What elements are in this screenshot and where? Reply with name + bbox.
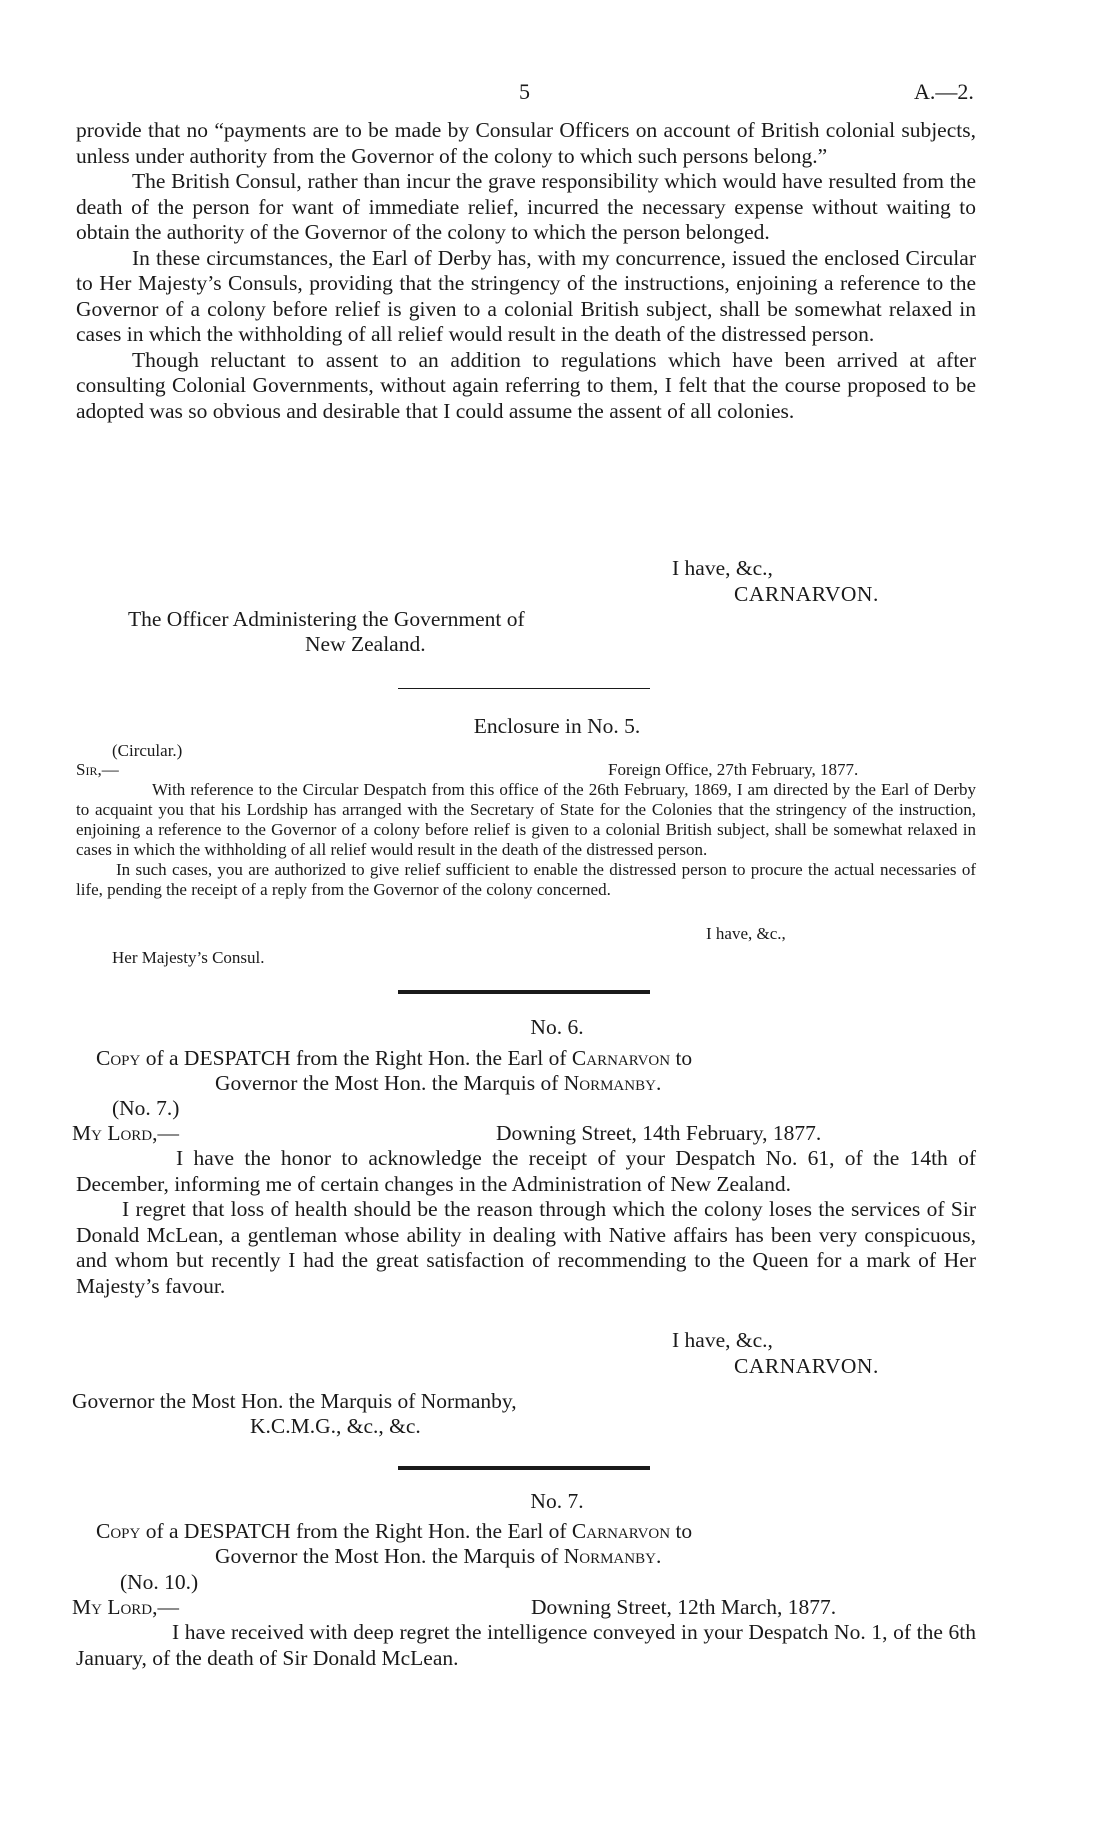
- circular-label: (Circular.): [112, 741, 183, 760]
- title-text: of a DESPATCH from the Right Hon. the Earl of: [145, 1519, 567, 1543]
- despatch-title: [96, 1519, 692, 1544]
- divider: [398, 688, 650, 689]
- closing: I have, &c.,: [672, 556, 773, 580]
- salutation: My Lord,—: [72, 1121, 180, 1145]
- divider: [398, 1466, 650, 1470]
- title-text: Governor the Most Hon. the Marquis of: [215, 1071, 559, 1095]
- divider: [398, 990, 650, 994]
- addressee: Her Majesty’s Consul.: [112, 948, 265, 967]
- closing: I have, &c.,: [706, 924, 786, 943]
- page-number: 5: [519, 79, 530, 104]
- salutation: My Lord,—: [72, 1595, 180, 1619]
- title-text: Governor the Most Hon. the Marquis of: [215, 1544, 559, 1568]
- signature: CARNARVON.: [734, 1354, 879, 1378]
- despatch-number: (No. 7.): [112, 1096, 180, 1120]
- closing: I have, &c.,: [672, 1328, 773, 1352]
- paragraph: With reference to the Circular Despatch from this office of the 26th February, 1869, I am directed by the Earl of Derby to acquaint you that his Lordship has arranged with the Secretary of State for the Colonies that the stringency of the instruction, enjoining a reference to the Governor of a colony before relief is given to a colonial British subject, shall be somewhat relaxed in cases in which the withholding of all relief would result in the death of the distressed person.: [76, 780, 976, 859]
- paragraph: I have the honor to acknowledge the receipt of your Despatch No. 61, of the 14th of December, informing me of certain changes in the Administration of New Zealand.: [76, 1146, 976, 1196]
- copy-word: Copy: [96, 1046, 141, 1070]
- despatch-number: (No. 10.): [120, 1570, 199, 1594]
- paragraph: provide that no “payments are to be made by Consular Officers on account of British colonial subjects, unless under authority from the Governor of the colony to which such persons belong.”: [76, 118, 976, 168]
- despatch-title-line2: [215, 1071, 661, 1096]
- letter-body: [76, 1620, 976, 1671]
- section-heading: No. 6.: [530, 1015, 584, 1039]
- addressee: K.C.M.G., &c., &c.: [250, 1414, 421, 1438]
- title-text: of a DESPATCH from the Right Hon. the Earl of: [145, 1046, 567, 1070]
- paragraph: In these circumstances, the Earl of Derby has, with my concurrence, issued the enclosed Circular to Her Majesty’s Consuls, providing that the stringency of the instructions, enjoining a reference to the Governor of a colony before relief is given to a colonial British subject, shall be somewhat relaxed in cases in which the withholding of all relief would result in the death of the distressed person.: [76, 245, 976, 346]
- dateline: Downing Street, 14th February, 1877.: [496, 1121, 822, 1145]
- title-to: to: [675, 1519, 693, 1543]
- paragraph: I have received with deep regret the intelligence conveyed in your Despatch No. 1, of the 6th January, of the death of Sir Donald McLean.: [76, 1620, 976, 1670]
- addressee: New Zealand.: [305, 632, 426, 656]
- letter-body: [76, 1146, 976, 1299]
- section-heading: No. 7.: [530, 1489, 584, 1513]
- title-name: Normanby.: [563, 1071, 662, 1095]
- title-name: Carnarvon: [571, 1519, 671, 1543]
- dateline: Foreign Office, 27th February, 1877.: [608, 760, 859, 779]
- salutation: Sir,—: [76, 760, 119, 779]
- dateline: Downing Street, 12th March, 1877.: [531, 1595, 837, 1619]
- title-name: Normanby.: [563, 1544, 662, 1568]
- copy-word: Copy: [96, 1519, 141, 1543]
- paragraph: In such cases, you are authorized to give relief sufficient to enable the distressed person to procure the actual necessaries of life, pending the receipt of a reply from the Governor of the colony concerned.: [76, 860, 976, 899]
- title-to: to: [675, 1046, 693, 1070]
- document-reference: A.—2.: [914, 79, 974, 104]
- despatch-title: [96, 1046, 692, 1071]
- addressee: The Officer Administering the Government of: [128, 607, 525, 631]
- despatch-title-line2: [215, 1544, 661, 1569]
- enclosure-heading: Enclosure in No. 5.: [473, 714, 641, 738]
- signature: CARNARVON.: [734, 582, 879, 606]
- addressee: Governor the Most Hon. the Marquis of Normanby,: [72, 1389, 517, 1413]
- letter-body: [76, 118, 976, 424]
- title-name: Carnarvon: [571, 1046, 671, 1070]
- enclosure-body: [76, 780, 976, 900]
- paragraph: Though reluctant to assent to an addition to regulations which have been arrived at after consulting Colonial Governments, without again referring to them, I felt that the course proposed to be adopted was so obvious and desirable that I could assume the assent of all colonies.: [76, 347, 976, 423]
- paragraph: The British Consul, rather than incur the grave responsibility which would have resulted from the death of the person for want of immediate relief, incurred the necessary expense without waiting to obtain the authority of the Governor of the colony to which the person belonged.: [76, 169, 976, 244]
- paragraph: I regret that loss of health should be the reason through which the colony loses the services of Sir Donald McLean, a gentleman whose ability in dealing with Native affairs has been very conspicuous, and whom but recently I had the great satisfaction of recommending to the Queen for a mark of Her Majesty’s favour.: [76, 1197, 976, 1298]
